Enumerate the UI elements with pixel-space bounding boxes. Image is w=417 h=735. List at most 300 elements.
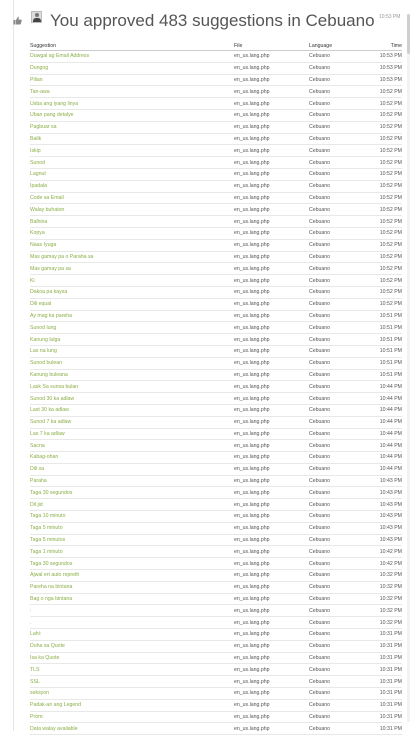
time-cell: 10:52 PM [359,133,402,145]
table-row [30,86,402,98]
table-row [30,452,402,464]
time-cell: 10:32 PM [359,605,402,617]
suggestion-link[interactable]: Dili equal [30,298,234,310]
time-cell: 10:52 PM [359,145,402,157]
file-cell: en_us.lang.php [234,133,309,145]
time-cell: 10:31 PM [359,629,402,641]
file-cell: en_us.lang.php [234,699,309,711]
language-cell: Cebuano [309,428,359,440]
suggestion-link[interactable]: Taga 5 minutos [30,534,234,546]
suggestions-table [30,39,402,735]
table-row [30,168,402,180]
table-row [30,617,402,629]
table-row [30,487,402,499]
table-row [30,369,402,381]
time-cell: 10:43 PM [359,499,402,511]
language-cell: Cebuano [309,570,359,582]
language-cell: Cebuano [309,558,359,570]
language-cell: Cebuano [309,605,359,617]
suggestion-link[interactable]: SSL [30,676,234,688]
time-cell: 10:52 PM [359,192,402,204]
file-cell: en_us.lang.php [234,522,309,534]
suggestion-link[interactable]: seksyon [30,688,234,700]
table-header-row [30,39,402,51]
language-cell: Cebuano [309,404,359,416]
file-cell: en_us.lang.php [234,546,309,558]
language-cell: Cebuano [309,192,359,204]
time-cell: 10:32 PM [359,617,402,629]
table-row [30,227,402,239]
table-row [30,145,402,157]
column-header-time: Time [359,39,402,51]
time-cell: 10:32 PM [359,581,402,593]
table-row [30,275,402,287]
table-row [30,310,402,322]
suggestion-link[interactable]: Lask Sa sunsa bulan [30,381,234,393]
suggestion-link[interactable]: Sunod bulean [30,357,234,369]
language-cell: Cebuano [309,522,359,534]
time-cell: 10:52 PM [359,157,402,169]
file-cell: en_us.lang.php [234,463,309,475]
table-row [30,192,402,204]
timeline-rail [13,0,22,731]
suggestion-link[interactable]: Duha sa Quote [30,640,234,652]
table-row [30,463,402,475]
file-cell: en_us.lang.php [234,605,309,617]
suggestion-link[interactable]: Ipadala [30,180,234,192]
file-cell: en_us.lang.php [234,357,309,369]
suggestion-link[interactable]: Pareha na bintana [30,581,234,593]
table-row [30,381,402,393]
time-cell: 10:52 PM [359,168,402,180]
table-row [30,121,402,133]
language-cell: Cebuano [309,239,359,251]
suggestion-link[interactable]: Kabag-ohan [30,452,234,464]
language-cell: Cebuano [309,664,359,676]
time-cell: 10:44 PM [359,416,402,428]
file-cell: en_us.lang.php [234,475,309,487]
table-row [30,157,402,169]
file-cell: en_us.lang.php [234,688,309,700]
table-row [30,263,402,275]
table-row [30,51,402,63]
time-cell: 10:43 PM [359,475,402,487]
file-cell: en_us.lang.php [234,121,309,133]
time-cell: 10:43 PM [359,522,402,534]
suggestion-link[interactable]: Uban pang detalye [30,109,234,121]
suggestion-link[interactable]: Ki [30,275,234,287]
language-cell: Cebuano [309,629,359,641]
suggestion-link[interactable]: Las 7 ka adlaw [30,428,234,440]
time-cell: 10:51 PM [359,322,402,334]
page-title: You approved 483 suggestions in Cebuano [50,11,375,30]
time-cell: 10:44 PM [359,463,402,475]
suggestion-link[interactable]: Ajwal ert auto repreth [30,570,234,582]
table-row [30,593,402,605]
language-cell: Cebuano [309,275,359,287]
language-cell: Cebuano [309,357,359,369]
suggestion-link[interactable]: Taga 5 minuto [30,522,234,534]
suggestion-link[interactable]: Sunod [30,157,234,169]
table-row [30,74,402,86]
file-cell: en_us.lang.php [234,62,309,74]
language-cell: Cebuano [309,711,359,723]
language-cell: Cebuano [309,251,359,263]
column-header-language: Language [309,39,359,51]
time-cell: 10:31 PM [359,676,402,688]
table-row [30,98,402,110]
suggestion-link[interactable]: Kopya [30,227,234,239]
file-cell: en_us.lang.php [234,74,309,86]
suggestion-link[interactable]: Kanung buleana [30,369,234,381]
file-cell: en_us.lang.php [234,487,309,499]
suggestion-link[interactable]: Balik [30,133,234,145]
time-cell: 10:52 PM [359,86,402,98]
file-cell: en_us.lang.php [234,428,309,440]
suggestion-link[interactable]: Bag o nga bintana [30,593,234,605]
column-header-suggestion: Suggestion [30,39,234,51]
table-row [30,475,402,487]
time-cell: 10:44 PM [359,428,402,440]
suggestion-link[interactable]: Naas Iyuga [30,239,234,251]
language-cell: Cebuano [309,593,359,605]
time-cell: 10:32 PM [359,593,402,605]
language-cell: Cebuano [309,688,359,700]
time-cell: 10:51 PM [359,345,402,357]
thumbs-up-icon [13,12,22,21]
time-cell: 10:31 PM [359,711,402,723]
table-row [30,652,402,664]
table-row [30,322,402,334]
file-cell: en_us.lang.php [234,86,309,98]
language-cell: Cebuano [309,416,359,428]
file-cell: en_us.lang.php [234,440,309,452]
time-cell: 10:32 PM [359,570,402,582]
suggestion-link[interactable]: Duwgal ag Email Address [30,51,234,63]
suggestion-link[interactable]: Balhina [30,216,234,228]
file-cell: en_us.lang.php [234,723,309,735]
language-cell: Cebuano [309,298,359,310]
language-cell: Cebuano [309,74,359,86]
language-cell: Cebuano [309,381,359,393]
table-row [30,558,402,570]
table-row [30,629,402,641]
language-cell: Cebuano [309,393,359,405]
file-cell: en_us.lang.php [234,180,309,192]
time-cell: 10:52 PM [359,109,402,121]
time-cell: 10:31 PM [359,688,402,700]
file-cell: en_us.lang.php [234,157,309,169]
file-cell: en_us.lang.php [234,227,309,239]
language-cell: Cebuano [309,511,359,523]
suggestion-link[interactable]: Taga 30 segundos [30,558,234,570]
time-cell: 10:43 PM [359,534,402,546]
file-cell: en_us.lang.php [234,192,309,204]
suggestion-link[interactable]: Tan-awa [30,86,234,98]
file-cell: en_us.lang.php [234,404,309,416]
time-cell: 10:52 PM [359,121,402,133]
language-cell: Cebuano [309,463,359,475]
table-row [30,605,402,617]
table-row [30,711,402,723]
suggestion-link[interactable]: Dungog [30,62,234,74]
file-cell: en_us.lang.php [234,298,309,310]
language-cell: Cebuano [309,168,359,180]
file-cell: en_us.lang.php [234,204,309,216]
suggestion-link[interactable]: Lahi: [30,629,234,641]
file-cell: en_us.lang.php [234,652,309,664]
suggestion-link[interactable]: Data walay available [30,723,234,735]
table-row [30,570,402,582]
file-cell: en_us.lang.php [234,511,309,523]
time-cell: 10:44 PM [359,440,402,452]
file-cell: en_us.lang.php [234,570,309,582]
scrollbar-track[interactable] [407,14,410,722]
time-cell: 10:53 PM [359,51,402,63]
suggestion-link[interactable]: Sunod lung [30,322,234,334]
language-cell: Cebuano [309,699,359,711]
file-cell: en_us.lang.php [234,345,309,357]
suggestion-link[interactable]: Padak-an ang Legend [30,699,234,711]
file-cell: en_us.lang.php [234,369,309,381]
language-cell: Cebuano [309,440,359,452]
file-cell: en_us.lang.php [234,263,309,275]
language-cell: Cebuano [309,322,359,334]
suggestion-link[interactable]: . [30,617,234,629]
table-row [30,393,402,405]
file-cell: en_us.lang.php [234,334,309,346]
table-row [30,723,402,735]
time-cell: 10:52 PM [359,227,402,239]
time-cell: 10:44 PM [359,393,402,405]
table-row [30,357,402,369]
suggestion-link[interactable]: Taga 1 minuto [30,546,234,558]
time-cell: 10:52 PM [359,251,402,263]
suggestion-link[interactable]: Taga 30 segundos [30,487,234,499]
suggestion-link[interactable]: Mas gamay pa o Paraha sa [30,251,234,263]
language-cell: Cebuano [309,369,359,381]
table-row [30,404,402,416]
time-cell: 10:52 PM [359,286,402,298]
time-cell: 10:51 PM [359,310,402,322]
file-cell: en_us.lang.php [234,558,309,570]
suggestion-link[interactable]: Last 30 ka adlaw [30,404,234,416]
table-row [30,286,402,298]
language-cell: Cebuano [309,652,359,664]
file-cell: en_us.lang.php [234,640,309,652]
language-cell: Cebuano [309,180,359,192]
file-cell: en_us.lang.php [234,51,309,63]
table-row [30,676,402,688]
table-row [30,511,402,523]
suggestion-link[interactable]: Dili sa [30,463,234,475]
language-cell: Cebuano [309,133,359,145]
language-cell: Cebuano [309,617,359,629]
language-cell: Cebuano [309,286,359,298]
suggestion-link[interactable]: Code sa Email [30,192,234,204]
file-cell: en_us.lang.php [234,216,309,228]
file-cell: en_us.lang.php [234,416,309,428]
time-cell: 10:44 PM [359,381,402,393]
language-cell: Cebuano [309,216,359,228]
table-row [30,180,402,192]
table-row [30,499,402,511]
language-cell: Cebuano [309,98,359,110]
file-cell: en_us.lang.php [234,310,309,322]
language-cell: Cebuano [309,487,359,499]
suggestion-link[interactable]: Sunod 30 ka adlaw [30,393,234,405]
file-cell: en_us.lang.php [234,168,309,180]
table-row [30,440,402,452]
suggestion-link[interactable]: Lagnut [30,168,234,180]
language-cell: Cebuano [309,676,359,688]
time-cell: 10:31 PM [359,640,402,652]
time-cell: 10:43 PM [359,511,402,523]
file-cell: en_us.lang.php [234,286,309,298]
file-cell: en_us.lang.php [234,98,309,110]
activity-timestamp: 10:53 PM [379,14,401,20]
time-cell: 10:44 PM [359,452,402,464]
language-cell: Cebuano [309,640,359,652]
file-cell: en_us.lang.php [234,629,309,641]
file-cell: en_us.lang.php [234,499,309,511]
file-cell: en_us.lang.php [234,711,309,723]
table-row [30,546,402,558]
time-cell: 10:31 PM [359,723,402,735]
time-cell: 10:51 PM [359,357,402,369]
time-cell: 10:43 PM [359,487,402,499]
suggestion-link[interactable]: Isa ka Quote [30,652,234,664]
table-row [30,699,402,711]
suggestion-link[interactable]: Pagbuar sa [30,121,234,133]
suggestion-link[interactable]: Kanung lulga [30,334,234,346]
table-row [30,204,402,216]
suggestion-link[interactable]: Taga 10 minuto [30,511,234,523]
scrollbar-thumb[interactable] [407,14,410,54]
language-cell: Cebuano [309,109,359,121]
suggestion-link[interactable]: Paraha [30,475,234,487]
file-cell: en_us.lang.php [234,617,309,629]
time-cell: 10:31 PM [359,652,402,664]
suggestion-link[interactable]: Sacna [30,440,234,452]
language-cell: Cebuano [309,145,359,157]
file-cell: en_us.lang.php [234,452,309,464]
suggestion-link[interactable]: TLS [30,664,234,676]
time-cell: 10:53 PM [359,62,402,74]
file-cell: en_us.lang.php [234,109,309,121]
file-cell: en_us.lang.php [234,593,309,605]
table-row [30,581,402,593]
table-row [30,298,402,310]
file-cell: en_us.lang.php [234,275,309,287]
table-row [30,62,402,74]
language-cell: Cebuano [309,723,359,735]
language-cell: Cebuano [309,546,359,558]
time-cell: 10:52 PM [359,98,402,110]
file-cell: en_us.lang.php [234,676,309,688]
time-cell: 10:52 PM [359,216,402,228]
table-row [30,416,402,428]
language-cell: Cebuano [309,581,359,593]
suggestion-link[interactable]: Iskip [30,145,234,157]
language-cell: Cebuano [309,534,359,546]
language-cell: Cebuano [309,51,359,63]
suggestion-link[interactable]: Dil jid [30,499,234,511]
language-cell: Cebuano [309,452,359,464]
file-cell: en_us.lang.php [234,664,309,676]
language-cell: Cebuano [309,227,359,239]
table-row [30,640,402,652]
language-cell: Cebuano [309,62,359,74]
table-row [30,664,402,676]
file-cell: en_us.lang.php [234,145,309,157]
time-cell: 10:52 PM [359,239,402,251]
table-row [30,688,402,700]
language-cell: Cebuano [309,499,359,511]
table-row [30,109,402,121]
time-cell: 10:52 PM [359,180,402,192]
time-cell: 10:51 PM [359,369,402,381]
time-cell: 10:44 PM [359,404,402,416]
column-header-file: File [234,39,309,51]
table-row [30,345,402,357]
table-row [30,251,402,263]
language-cell: Cebuano [309,345,359,357]
language-cell: Cebuano [309,263,359,275]
avatar[interactable] [31,11,42,23]
time-cell: 10:31 PM [359,699,402,711]
time-cell: 10:51 PM [359,334,402,346]
suggestion-link[interactable]: Walay buhaton [30,204,234,216]
table-row [30,428,402,440]
file-cell: en_us.lang.php [234,581,309,593]
suggestion-link[interactable]: : [30,605,234,617]
time-cell: 10:52 PM [359,275,402,287]
file-cell: en_us.lang.php [234,381,309,393]
suggestion-link[interactable]: Usba ang iyang linya [30,98,234,110]
table-row [30,133,402,145]
suggestion-link[interactable]: Pilian [30,74,234,86]
language-cell: Cebuano [309,121,359,133]
language-cell: Cebuano [309,157,359,169]
suggestion-link[interactable]: Las na lung [30,345,234,357]
file-cell: en_us.lang.php [234,534,309,546]
suggestion-link[interactable]: Mas gamay pa sa [30,263,234,275]
time-cell: 10:52 PM [359,298,402,310]
time-cell: 10:52 PM [359,204,402,216]
time-cell: 10:42 PM [359,558,402,570]
file-cell: en_us.lang.php [234,251,309,263]
suggestion-link[interactable]: Dakoa pa kaysa [30,286,234,298]
file-cell: en_us.lang.php [234,239,309,251]
language-cell: Cebuano [309,334,359,346]
time-cell: 10:31 PM [359,664,402,676]
suggestion-link[interactable]: Ay mag ka pareha [30,310,234,322]
table-row [30,534,402,546]
suggestion-link[interactable]: Sunod 7 ka adlaw [30,416,234,428]
time-cell: 10:52 PM [359,263,402,275]
table-row [30,522,402,534]
language-cell: Cebuano [309,310,359,322]
time-cell: 10:42 PM [359,546,402,558]
time-cell: 10:53 PM [359,74,402,86]
table-row [30,239,402,251]
table-row [30,216,402,228]
file-cell: en_us.lang.php [234,322,309,334]
language-cell: Cebuano [309,475,359,487]
suggestion-link[interactable]: Prom: [30,711,234,723]
language-cell: Cebuano [309,204,359,216]
